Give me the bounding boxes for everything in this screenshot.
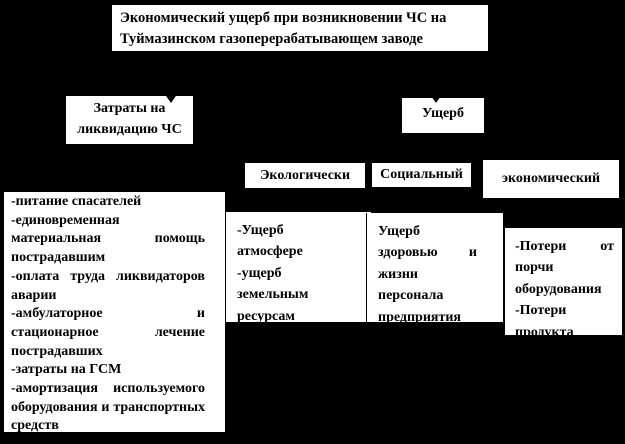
arrow-down-icon — [429, 93, 443, 103]
list-item: -оплата труда ликвидаторов аварии — [11, 268, 205, 303]
category-economic — [483, 160, 619, 198]
ecological-damage-list — [225, 212, 371, 322]
economic-damage-list — [505, 228, 622, 340]
category-ecological — [245, 163, 365, 188]
category-ecological-label: Экологически — [259, 168, 351, 183]
branch-liquidation-costs-label: Затраты на ликвидацию ЧС — [77, 101, 182, 137]
category-social — [372, 163, 471, 187]
social-damage-text: Ущерб здоровью и жизни персонала предприятия — [378, 224, 477, 325]
list-item: -Ущерб атмосфере — [237, 223, 303, 260]
branch-damage — [402, 98, 484, 133]
list-item: -ущерб земельным ресурсам — [237, 265, 309, 324]
list-item: -амортизация используемого оборудования и транспортных средств — [11, 381, 205, 434]
list-item: -амбулаторное и стационарное лечение пострадавших — [11, 306, 205, 359]
list-item: -Потери от порчи оборудования — [515, 239, 614, 297]
category-social-label: Социальный — [380, 167, 463, 182]
branch-liquidation-costs — [66, 96, 193, 144]
liquidation-costs-list — [2, 190, 227, 434]
diagram-title: Экономический ущерб при возникновении ЧС на Туймазинском газоперерабатывающем заводе — [120, 10, 447, 47]
arrow-down-icon — [164, 93, 178, 103]
list-item: -питание спасателей — [11, 194, 142, 209]
list-item: -затраты на ГСМ — [11, 362, 122, 378]
category-economic-label: экономический — [501, 171, 601, 186]
diagram-title-box — [110, 3, 490, 53]
list-item: -единовременная материальная помощь пострадавшим — [11, 212, 205, 266]
list-item: -Потери продукта — [515, 303, 574, 340]
social-damage-box — [366, 213, 503, 325]
branch-damage-label: Ущерб — [422, 106, 464, 121]
